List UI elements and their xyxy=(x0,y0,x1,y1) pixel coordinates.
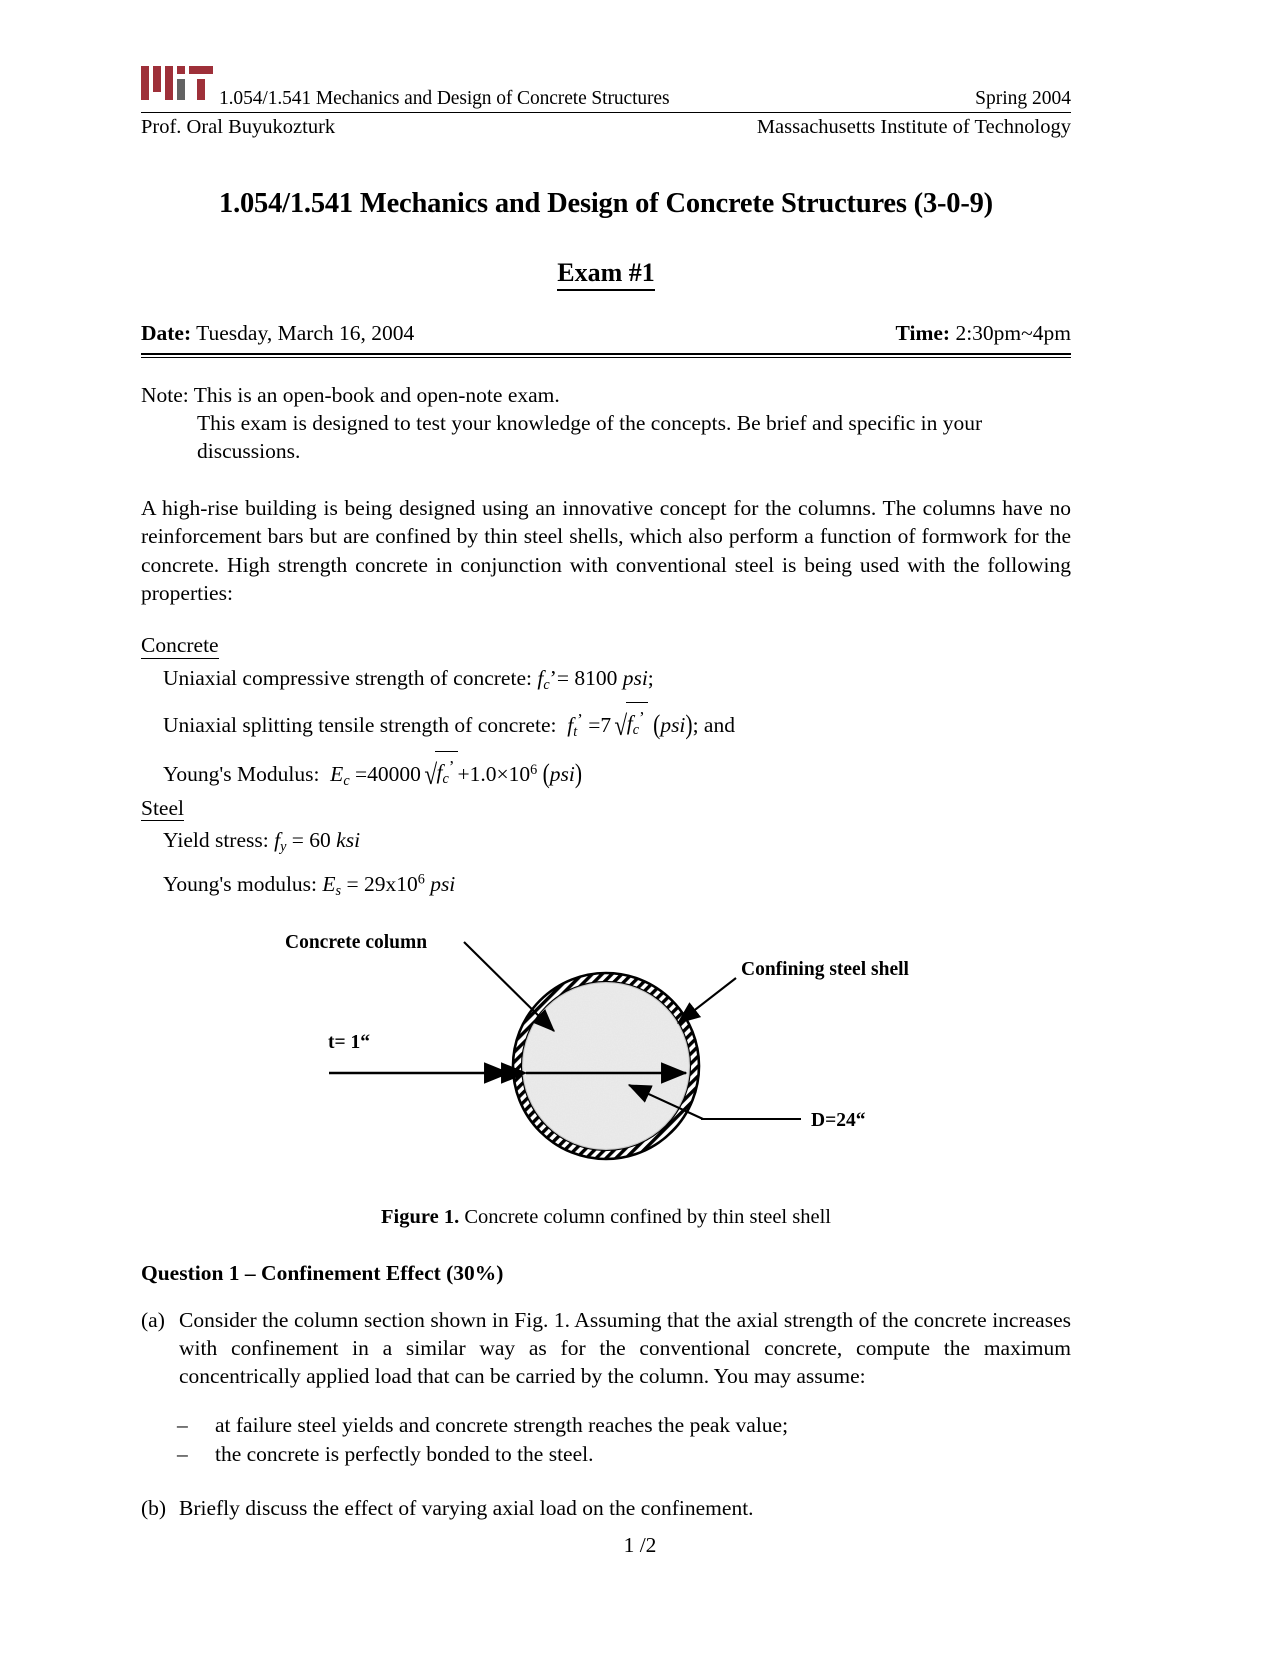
concrete-heading: Concrete xyxy=(141,633,219,658)
page-header xyxy=(141,62,1071,140)
header-professor: Prof. Oral Buyukozturk xyxy=(141,116,336,138)
exam-title-container xyxy=(141,258,1071,291)
steel-section xyxy=(141,794,1071,904)
tensile-symbol-sub: t xyxy=(573,723,578,740)
yield-symbol-sub: y xyxy=(280,839,287,856)
figure-label-diameter: D=24“ xyxy=(811,1109,866,1131)
steel-modulus-symbol-e: E xyxy=(322,871,336,896)
dash-icon: – xyxy=(177,1442,188,1467)
tensile-coefficient: 7 xyxy=(600,712,612,737)
concrete-section xyxy=(141,607,1071,793)
tensile-radicand: $f_c^’$ xyxy=(626,702,648,743)
date-time-rule xyxy=(141,353,1071,358)
compressive-value: = 8100 xyxy=(556,666,618,691)
compressive-symbol-prime: ’ xyxy=(549,666,557,691)
figure-caption-label: Figure 1. xyxy=(381,1205,460,1228)
figure-label-thickness: t= 1“ xyxy=(328,1031,370,1053)
leader-confining-shell xyxy=(678,978,736,1023)
modulus-paren-open: ( xyxy=(542,758,550,789)
compressive-trailing: ; xyxy=(647,666,654,691)
concrete-modulus-equals: = xyxy=(355,761,368,786)
assumption-list xyxy=(141,1411,1071,1470)
yield-units: ksi xyxy=(336,828,361,853)
concrete-modulus-plus: +1.0×10 xyxy=(457,761,531,786)
modulus-paren-close: ) xyxy=(574,758,583,789)
time-label: Time: xyxy=(895,321,951,345)
question-1-heading: Question 1 – Confinement Effect (30%) xyxy=(141,1260,504,1285)
page-title: 1.054/1.541 Mechanics and Design of Concrete Structures (3-0-9) xyxy=(219,188,993,219)
modulus-radical xyxy=(421,753,458,794)
steel-youngs-modulus xyxy=(141,866,1071,904)
tensile-radical xyxy=(611,704,648,745)
concrete-modulus-symbol-e: E xyxy=(330,761,344,786)
concrete-modulus-label: Young's Modulus: xyxy=(163,761,320,786)
steel-modulus-sub: s xyxy=(335,882,342,899)
exam-title: Exam #1 xyxy=(557,258,655,291)
tensile-trailing: ; and xyxy=(692,712,735,737)
page-content xyxy=(141,0,1071,1521)
time-field xyxy=(896,321,1071,346)
tensile-label: Uniaxial splitting tensile strength of concrete: xyxy=(163,712,557,737)
tensile-paren-open: ( xyxy=(653,709,661,740)
date-label: Date: xyxy=(141,321,192,345)
tensile-paren-close: ) xyxy=(685,709,693,740)
header-institution: Massachusetts Institute of Technology xyxy=(756,116,1071,138)
concrete-tensile-strength xyxy=(141,704,1071,745)
steel-modulus-label: Young's modulus: xyxy=(163,871,318,896)
steel-modulus-exponent: 6 xyxy=(417,871,425,888)
compressive-label: Uniaxial compressive strength of concrete: xyxy=(163,666,532,691)
header-course-title: 1.054/1.541 Mechanics and Design of Concrete Structures xyxy=(219,88,670,109)
steel-heading: Steel xyxy=(141,795,184,820)
note-line-1: Note: This is an open-book and open-note exam. xyxy=(141,383,560,407)
time-value: 2:30pm~4pm xyxy=(955,321,1071,345)
modulus-radicand: $f_c^’$ xyxy=(435,751,457,792)
assumption-text: at failure steel yields and concrete strength reaches the peak value; xyxy=(215,1412,789,1437)
tensile-units: psi xyxy=(660,712,686,737)
steel-yield-stress xyxy=(141,825,1071,858)
question-1a xyxy=(141,1306,1071,1391)
leader-concrete-column xyxy=(464,942,554,1031)
question-1a-text: Consider the column section shown in Fig. 1. Assuming that the axial strength of the concrete increases with confinement in a similar way as for the conventional concrete, compute the maximum concentrically applied load that can be carried by the column. You may assume: xyxy=(179,1307,1071,1389)
yield-equals: = 60 xyxy=(291,828,331,853)
question-1b xyxy=(141,1496,1071,1521)
date-value: Tuesday, March 16, 2004 xyxy=(196,321,415,345)
question-1b-marker: (b) xyxy=(141,1496,167,1521)
compressive-symbol-f: f xyxy=(537,666,544,691)
date-field xyxy=(141,321,414,346)
figure-label-confining-shell: Confining steel shell xyxy=(741,958,909,980)
concrete-modulus-sub: c xyxy=(343,772,350,789)
steel-modulus-units: psi xyxy=(430,871,456,896)
page-footer: 1 /2 xyxy=(623,1533,657,1557)
figure-label-concrete-column: Concrete column xyxy=(285,931,428,953)
header-bottom-row xyxy=(141,116,1071,142)
tensile-symbol-f: f xyxy=(567,712,574,737)
intro-paragraph: A high-rise building is being designed using an innovative concept for the columns. The columns have no reinforcement bars but are confined by thin steel shells, which also perform a function of formwork for the concrete. High strength concrete in conjunction with conventional steel is being used with the following properties: xyxy=(141,495,1071,605)
list-item xyxy=(177,1411,1071,1441)
note-line-2: This exam is designed to test your knowledge of the concepts. Be brief and specific in your discussions. xyxy=(197,410,983,463)
radical-symbol-icon: √ xyxy=(614,711,628,743)
compressive-symbol-sub: c xyxy=(543,677,550,693)
concrete-modulus-units: psi xyxy=(549,761,575,786)
yield-symbol-f: f xyxy=(274,828,281,853)
header-top-row xyxy=(141,88,1071,112)
tensile-symbol-prime: ’ xyxy=(577,709,583,729)
compressive-units: psi xyxy=(622,666,648,691)
dash-icon: – xyxy=(177,1412,188,1437)
assumption-text: the concrete is perfectly bonded to the steel. xyxy=(215,1442,594,1467)
question-1b-text: Briefly discuss the effect of varying axial load on the confinement. xyxy=(179,1496,754,1521)
steel-modulus-equals: = 29x10 xyxy=(346,871,418,896)
concrete-modulus-exponent: 6 xyxy=(530,761,538,778)
tensile-equals: = xyxy=(588,712,601,737)
concrete-youngs-modulus xyxy=(141,753,1071,794)
figure-caption xyxy=(141,1206,1071,1229)
concrete-compressive-strength xyxy=(141,663,1071,696)
header-term: Spring 2004 xyxy=(975,88,1071,109)
note-block xyxy=(141,382,1071,466)
column-cross-section xyxy=(513,973,699,1159)
date-time-row xyxy=(141,321,1071,351)
list-item xyxy=(177,1440,1071,1470)
header-rule xyxy=(141,112,1071,113)
question-1a-marker: (a) xyxy=(141,1307,165,1332)
yield-label: Yield stress: xyxy=(163,828,269,853)
figure-caption-text: Concrete column confined by thin steel shell xyxy=(464,1205,831,1228)
figure-1 xyxy=(141,918,1071,1196)
concrete-modulus-coefficient: 40000 xyxy=(367,761,421,786)
radical-symbol-icon: √ xyxy=(424,760,438,792)
